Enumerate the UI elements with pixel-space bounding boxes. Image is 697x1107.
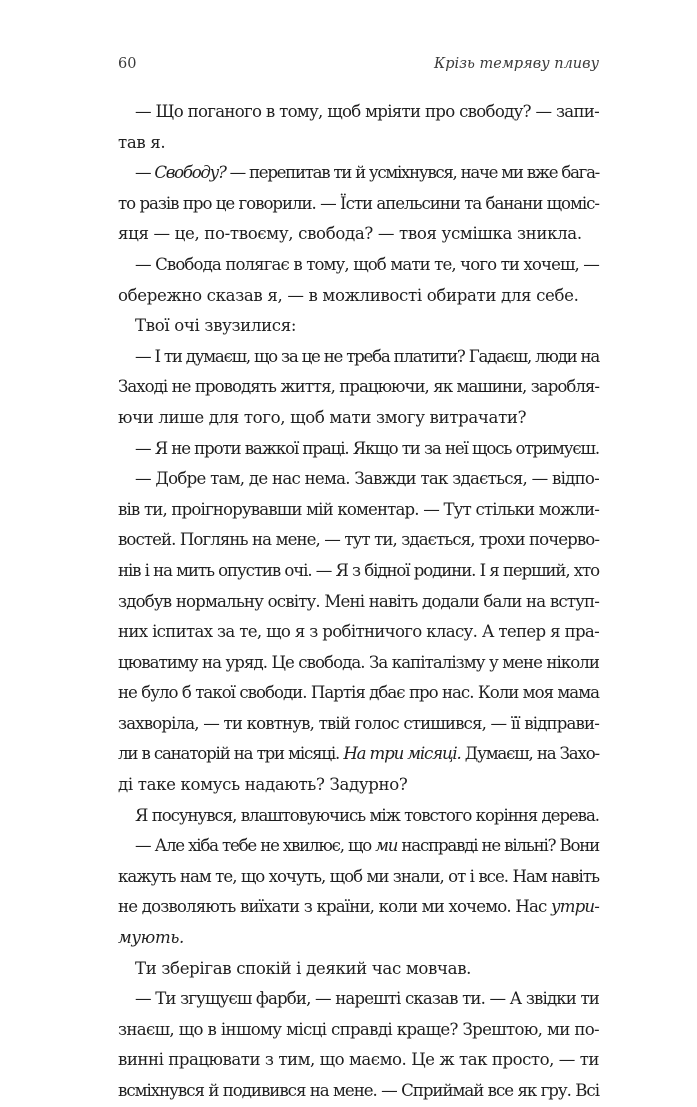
text-line xyxy=(118,189,599,220)
text-segment: знаєш, що в іншому місці справді краще? Зрештою, ми по- xyxy=(118,1019,599,1039)
text-segment: — xyxy=(135,163,155,183)
text-line xyxy=(118,1045,599,1076)
text-segment: кажуть нам те, що хочуть, щоб ми знали, от і все. Нам навіть xyxy=(118,866,599,886)
text-line xyxy=(118,831,599,862)
text-line xyxy=(118,770,599,801)
text-line xyxy=(118,128,599,159)
text-segment: Заході не проводять життя, працюючи, як машини, заробля- xyxy=(118,377,599,397)
text-line xyxy=(118,525,599,556)
body-text xyxy=(118,97,599,1107)
text-segment: — І ти думаєш, що за це не треба платити? Гадаєш, люди на xyxy=(135,346,599,366)
text-segment: ючи лише для того, щоб мати змогу витрачати? xyxy=(118,407,527,427)
italic-text: На три місяці. xyxy=(343,744,461,764)
text-line xyxy=(118,923,599,954)
text-segment: здобув нормальну освіту. Мені навіть додали бали на вступ- xyxy=(118,591,599,611)
text-line xyxy=(118,617,599,648)
text-line xyxy=(118,709,599,740)
text-line xyxy=(118,342,599,373)
text-segment: винні працювати з тим, що маємо. Це ж так просто, — ти xyxy=(118,1050,599,1070)
text-line xyxy=(118,281,599,312)
text-segment: Я посунувся, влаштовуючись між товстого коріння дерева. xyxy=(135,805,599,825)
text-segment: них іспитах за те, що я з робітничого класу. А тепер я пра- xyxy=(118,622,599,642)
text-segment: обережно сказав я, — в можливості обирати для себе. xyxy=(118,285,579,305)
page-header xyxy=(118,56,599,82)
text-line xyxy=(118,678,599,709)
text-line xyxy=(118,556,599,587)
text-line xyxy=(118,587,599,618)
italic-text: ми xyxy=(375,836,398,856)
text-line xyxy=(118,403,599,434)
text-line xyxy=(118,892,599,923)
text-segment: тав я. xyxy=(118,132,166,152)
text-line xyxy=(118,464,599,495)
text-segment: не було б такої свободи. Партія дбає про нас. Коли моя мама xyxy=(118,683,599,703)
text-segment: Твої очі звузилися: xyxy=(135,316,297,336)
italic-text: Свободу? xyxy=(154,163,226,183)
text-segment: ді таке комусь надають? Задурно? xyxy=(118,775,408,795)
text-line xyxy=(118,97,599,128)
text-segment: — Добре там, де нас нема. Завжди так здається, — відпо- xyxy=(135,469,599,489)
text-segment: — Свобода полягає в тому, щоб мати те, чого ти хочеш, — xyxy=(135,254,599,274)
text-segment: — перепитав ти й усміхнувся, наче ми вже бага- xyxy=(225,163,599,183)
italic-text: утри- xyxy=(550,897,599,917)
text-line xyxy=(118,434,599,465)
text-line xyxy=(118,250,599,281)
text-line xyxy=(118,648,599,679)
text-line xyxy=(118,219,599,250)
text-segment: вів ти, проігнорувавши мій коментар. — Тут стільки можли- xyxy=(118,499,599,519)
text-line xyxy=(118,372,599,403)
text-segment: не дозволяють виїхати з країни, коли ми хочемо. Нас xyxy=(118,897,551,917)
text-line xyxy=(118,158,599,189)
text-line xyxy=(118,311,599,342)
text-segment: Ти зберігав спокій і деякий час мовчав. xyxy=(135,958,472,978)
text-segment: яця — це, по-твоєму, свобода? — твоя усмішка зникла. xyxy=(118,224,582,244)
text-segment: — Я не проти важкої праці. Якщо ти за неї щось отримуєш. xyxy=(135,438,599,458)
text-line xyxy=(118,1015,599,1046)
text-segment: захворіла, — ти ковтнув, твій голос стишився, — її відправи- xyxy=(118,713,599,733)
text-line xyxy=(118,954,599,985)
text-segment: нів і на мить опустив очі. — Я з бідної родини. І я перший, хто xyxy=(118,560,599,580)
text-segment: насправді не вільні? Вони xyxy=(397,836,599,856)
italic-text: мують. xyxy=(118,928,184,948)
running-title: Крізь темряву пливу xyxy=(433,56,599,72)
text-segment: ли в санаторій на три місяці. xyxy=(118,744,344,764)
text-segment: — Що поганого в тому, щоб мріяти про свободу? — запи- xyxy=(135,102,599,121)
text-line xyxy=(118,739,599,770)
text-line xyxy=(118,1076,599,1107)
text-line xyxy=(118,801,599,832)
text-segment: — Ти згущуєш фарби, — нарешті сказав ти. — А звідки ти xyxy=(135,989,599,1009)
text-segment: — Але хіба тебе не хвилює, що xyxy=(135,836,376,856)
text-segment: то разів про це говорили. — Їсти апельсини та банани щоміс- xyxy=(118,193,599,213)
text-line xyxy=(118,495,599,526)
text-segment: Думаєш, на Захо- xyxy=(460,744,599,764)
text-segment: всміхнувся й подивився на мене. — Сприймай все як гру. Всі xyxy=(118,1081,599,1100)
text-segment: цюватиму на уряд. Це свобода. За капіталізму у мене ніколи xyxy=(118,652,599,672)
text-segment: востей. Поглянь на мене, — тут ти, здається, трохи почерво- xyxy=(118,530,599,550)
page-number: 60 xyxy=(118,56,137,72)
text-line xyxy=(118,862,599,893)
